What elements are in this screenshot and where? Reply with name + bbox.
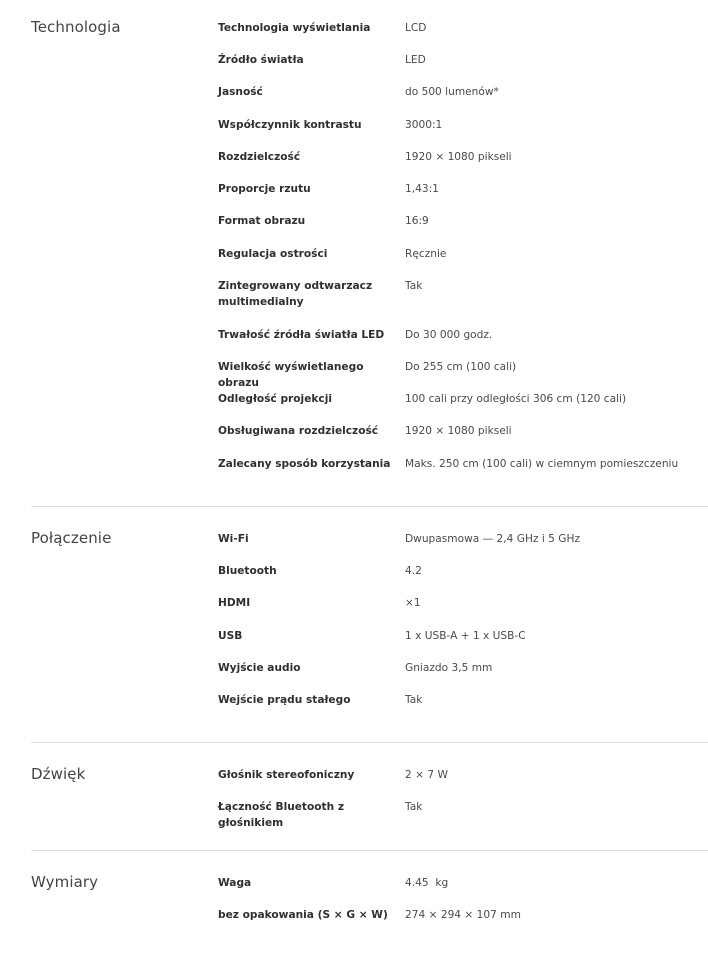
spec-label: Zintegrowany odtwarzacz multimedialny (218, 280, 373, 308)
spec-label: Obsługiwana rozdzielczość (218, 425, 379, 437)
spec-label: Współczynnik kontrastu (218, 119, 362, 131)
spec-value: Tak (405, 801, 423, 813)
section-divider (31, 506, 708, 507)
spec-label: Wi-Fi (218, 533, 249, 545)
spec-value: 1 x USB-A + 1 x USB-C (405, 630, 526, 642)
spec-value: 3000:1 (405, 119, 443, 131)
spec-value: 1920 × 1080 pikseli (405, 151, 512, 163)
spec-label: Bluetooth (218, 565, 277, 577)
spec-label: HDMI (218, 597, 251, 609)
section-title: Połączenie (31, 529, 112, 547)
spec-label: Odległość projekcji (218, 393, 332, 405)
spec-value: Ręcznie (405, 248, 447, 260)
spec-value: Tak (405, 694, 423, 706)
section-title: Wymiary (31, 873, 99, 891)
spec-value: 1,43:1 (405, 183, 439, 195)
spec-label: Głośnik stereofoniczny (218, 769, 355, 781)
spec-label: bez opakowania (S × G × W) (218, 909, 388, 921)
spec-value: LCD (405, 22, 427, 34)
section-title: Technologia (31, 18, 121, 36)
section-title: Dźwięk (31, 765, 86, 783)
spec-label: Waga (218, 877, 252, 889)
spec-value: 4.2 (405, 565, 422, 577)
spec-label: Jasność (218, 86, 263, 98)
spec-label: Wejście prądu stałego (218, 694, 351, 706)
spec-value: do 500 lumenów* (405, 86, 499, 98)
spec-label: Wyjście audio (218, 662, 301, 674)
spec-value: 4.45 kg (405, 877, 449, 889)
spec-label: Trwałość źródła światła LED (218, 329, 385, 341)
spec-value: Tak (405, 280, 423, 292)
spec-value: Do 30 000 godz. (405, 329, 493, 341)
spec-label: Źródło światła (218, 54, 304, 66)
spec-label: Proporcje rzutu (218, 183, 311, 195)
spec-value: 1920 × 1080 pikseli (405, 425, 512, 437)
spec-value: 2 × 7 W (405, 769, 448, 781)
spec-value: Dwupasmowa — 2,4 GHz i 5 GHz (405, 533, 581, 545)
spec-value: LED (405, 54, 426, 66)
spec-label: Regulacja ostrości (218, 248, 328, 260)
spec-value: Gniazdo 3,5 mm (405, 662, 493, 674)
spec-value: ×1 (405, 597, 421, 609)
spec-value: Maks. 250 cm (100 cali) w ciemnym pomieszczeniu (405, 458, 679, 470)
spec-label: Łączność Bluetooth z głośnikiem (218, 801, 345, 829)
spec-label: USB (218, 630, 243, 642)
spec-label: Rozdzielczość (218, 151, 301, 163)
spec-label: Wielkość wyświetlanego obrazu (218, 361, 364, 389)
section-divider (31, 742, 708, 743)
spec-label: Zalecany sposób korzystania (218, 458, 391, 470)
spec-value: 16:9 (405, 215, 429, 227)
section-divider (31, 850, 708, 851)
spec-value: Do 255 cm (100 cali) (405, 361, 517, 373)
spec-value: 100 cali przy odległości 306 cm (120 cali) (405, 393, 627, 405)
spec-label: Format obrazu (218, 215, 306, 227)
spec-label: Technologia wyświetlania (218, 22, 371, 34)
spec-value: 274 × 294 × 107 mm (405, 909, 521, 921)
